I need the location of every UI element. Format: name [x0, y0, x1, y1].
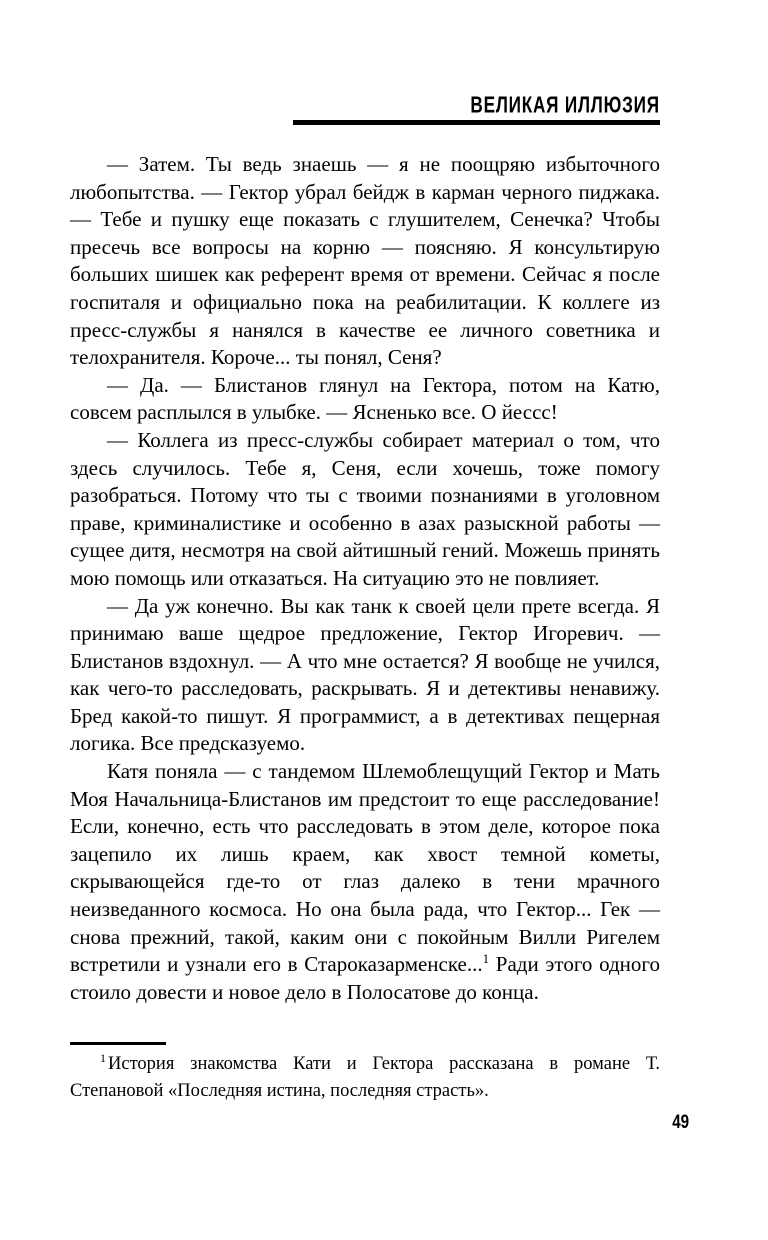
- paragraph: — Затем. Ты ведь знаешь — я не поощряю избыточного любопытства. — Гектор убрал бейдж в карман черного пиджака. — Тебе и пушку еще показать с глушителем, Сенечка? Чтобы пресечь все вопросы на корню — поясняю. Я консультирую больших шишек как референт время от времени. Сейчас я после госпиталя и официально пока на реабилитации. К коллеге из пресс-службы я нанялся в качестве ее личного советника и телохранителя. Короче... ты понял, Сеня?: [70, 152, 660, 370]
- page-number: 49: [672, 1112, 689, 1133]
- footnote-rule: [70, 1042, 166, 1045]
- paragraph: — Да. — Блистанов глянул на Гектора, потом на Катю, совсем расплылся в улыбке. — Ясненько все. О йессс!: [70, 372, 660, 425]
- running-head-title: ВЕЛИКАЯ ИЛЛЮЗИЯ: [470, 91, 660, 118]
- header-rule: [293, 120, 660, 125]
- footnote-text: История знакомства Кати и Гектора рассказана в романе Т. Степановой «Последняя истина, последняя страсть».: [70, 1054, 660, 1101]
- footnote: [70, 1051, 660, 1105]
- footnote-reference: 1: [482, 951, 490, 967]
- paragraph: — Коллега из пресс-службы собирает материал о том, что здесь случилось. Тебе я, Сеня, если хочешь, тоже помогу разобраться. Потому что ты с твоими познаниями в уголовном праве, криминалистике и особенно в азах разыскной работы — сущее дитя, несмотря на свой айтишный гений. Можешь принять мою помощь или отказаться. На ситуацию это не повлияет.: [70, 427, 660, 590]
- body-text: [70, 151, 660, 1006]
- footnote-marker: 1: [100, 1050, 106, 1065]
- paragraph-text: Ради этого одного стоило довести и новое дело в Полосатове до конца.: [70, 952, 660, 1004]
- paragraph: — Да уж конечно. Вы как танк к своей цели прете всегда. Я принимаю ваше щедрое предложение, Гектор Игоревич. — Блистанов вздохнул. — А что мне остается? Я вообще не учился, как чего-то расследовать, раскрывать. Я и детективы ненавижу. Бред какой-то пишут. Я программист, а в детективах пещерная логика. Все предсказуемо.: [70, 593, 660, 756]
- paragraph: [70, 758, 660, 1006]
- paragraph-text: Катя поняла — с тандемом Шлемоблещущий Гектор и Мать Моя Начальница-Блистанов им предстоит то еще расследование! Если, конечно, есть что расследовать в этом деле, которое пока зацепило их лишь краем, как хвост темной кометы, скрывающейся где-то от глаз далеко в тени мрачного неизведанного космоса. Но она была рада, что Гектор... Гек — снова прежний, такой, каким они с покойным Вилли Ригелем встретили и узнали его в Староказарменске...: [70, 759, 660, 977]
